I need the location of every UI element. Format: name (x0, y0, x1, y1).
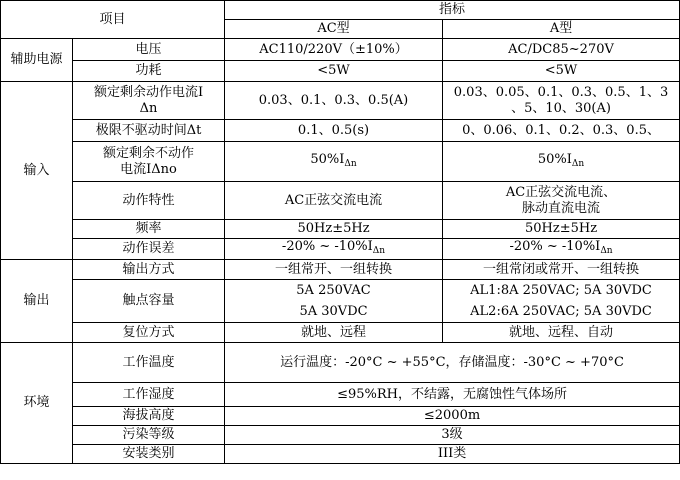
ac-operating-char: AC正弦交流电流 (225, 182, 443, 220)
row-humidity (1, 383, 680, 407)
a-voltage: AC/DC85~270V (443, 39, 680, 61)
value-line-1: 5A 250VAC (296, 283, 371, 298)
value-line-2: AL2:6A 250VAC; 5A 30VDC (470, 304, 652, 319)
label-contact: 触点容量 (73, 280, 225, 323)
value-line-2: 、5、10、30(A) (511, 100, 611, 116)
label-install: 安装类别 (73, 445, 225, 464)
value-humidity: ≤95%RH，不结露，无腐蚀性气体场所 (225, 383, 680, 407)
ac-rated-residual-current: 0.03、0.1、0.3、0.5(A) (225, 82, 443, 120)
ac-output-mode: 一组常开、一组转换 (225, 260, 443, 280)
value-main: -20% ~ -10%I (509, 239, 601, 254)
row-error (1, 239, 680, 260)
a-rated-residual-current (443, 82, 680, 120)
header-row-1 (1, 1, 680, 20)
row-output-mode (1, 260, 680, 280)
group-input: 输入 (1, 82, 73, 260)
ac-voltage: AC110/220V（±10%） (225, 39, 443, 61)
group-aux-power: 辅助电源 (1, 39, 73, 82)
ac-non-drive-time: 0.1、0.5(s) (225, 120, 443, 142)
row-install (1, 445, 680, 464)
label-non-drive-time: 极限不驱动时间Δt (73, 120, 225, 142)
value-line-1: AL1:8A 250VAC; 5A 30VDC (470, 283, 652, 298)
group-output: 输出 (1, 260, 73, 343)
a-frequency: 50Hz±5Hz (443, 220, 680, 239)
ac-frequency: 50Hz±5Hz (225, 220, 443, 239)
value-temperature: 运行温度：-20°C ~ +55°C，存储温度：-30°C ~ +70°C (225, 343, 680, 383)
value-altitude: ≤2000m (225, 407, 680, 426)
ac-power: <5W (225, 61, 443, 82)
label-line-1: 额定剩余动作电流I (93, 84, 204, 100)
ac-error (225, 239, 443, 260)
group-environment: 环境 (1, 343, 73, 464)
label-operating-char: 动作特性 (73, 182, 225, 220)
value-subscript: Δn (344, 158, 357, 169)
value-main: 50%I (537, 151, 572, 167)
row-non-drive-time (1, 120, 680, 142)
ac-rated-non-operating (225, 142, 443, 182)
row-power (1, 61, 680, 82)
value-main: -20% ~ -10%I (281, 239, 373, 254)
label-rated-non-operating (73, 142, 225, 182)
row-rated-non-operating (1, 142, 680, 182)
value-line-2: 5A 30VDC (299, 304, 368, 319)
ac-reset: 就地、远程 (225, 323, 443, 343)
header-ac-type: AC型 (225, 20, 443, 39)
row-temperature (1, 343, 680, 383)
row-contact (1, 280, 680, 323)
value-line-1: 0.03、0.05、0.1、0.3、0.5、1、3 (453, 84, 669, 100)
a-power: <5W (443, 61, 680, 82)
value-line-2: 脉动直流电流 (522, 200, 601, 216)
a-error (443, 239, 680, 260)
a-rated-non-operating (443, 142, 680, 182)
row-voltage (1, 39, 680, 61)
label-line-1: 额定剩余不动作 (103, 145, 195, 161)
value-subscript: Δn (372, 246, 386, 256)
value-line-1: AC正弦交流电流、 (505, 184, 617, 200)
label-temperature: 工作温度 (73, 343, 225, 383)
row-altitude (1, 407, 680, 426)
label-reset: 复位方式 (73, 323, 225, 343)
a-non-drive-time: 0、0.06、0.1、0.2、0.3、0.5、 (443, 120, 680, 142)
a-operating-char (443, 182, 680, 220)
label-output-mode: 输出方式 (73, 260, 225, 280)
value-main: 50%I (310, 151, 345, 167)
label-line-2: 电流IΔno (120, 161, 177, 177)
label-power: 功耗 (73, 61, 225, 82)
label-line-2: Δn (139, 100, 158, 116)
header-a-type: A型 (443, 20, 680, 39)
a-reset: 就地、远程、自动 (443, 323, 680, 343)
row-rated-residual-current (1, 82, 680, 120)
row-frequency (1, 220, 680, 239)
header-item: 项目 (1, 1, 225, 39)
a-output-mode: 一组常闭或常开、一组转换 (443, 260, 680, 280)
label-altitude: 海拔高度 (73, 407, 225, 426)
value-subscript: Δn (571, 158, 585, 169)
value-subscript: Δn (600, 246, 613, 256)
value-install: III类 (225, 445, 680, 464)
row-operating-char (1, 182, 680, 220)
label-pollution: 污染等级 (73, 426, 225, 445)
header-indicator: 指标 (225, 1, 680, 20)
label-humidity: 工作湿度 (73, 383, 225, 407)
label-error: 动作误差 (73, 239, 225, 260)
a-contact (443, 280, 680, 323)
label-voltage: 电压 (73, 39, 225, 61)
value-pollution: 3级 (225, 426, 680, 445)
label-rated-residual-current (73, 82, 225, 120)
ac-contact (225, 280, 443, 323)
row-reset (1, 323, 680, 343)
row-pollution (1, 426, 680, 445)
label-frequency: 频率 (73, 220, 225, 239)
